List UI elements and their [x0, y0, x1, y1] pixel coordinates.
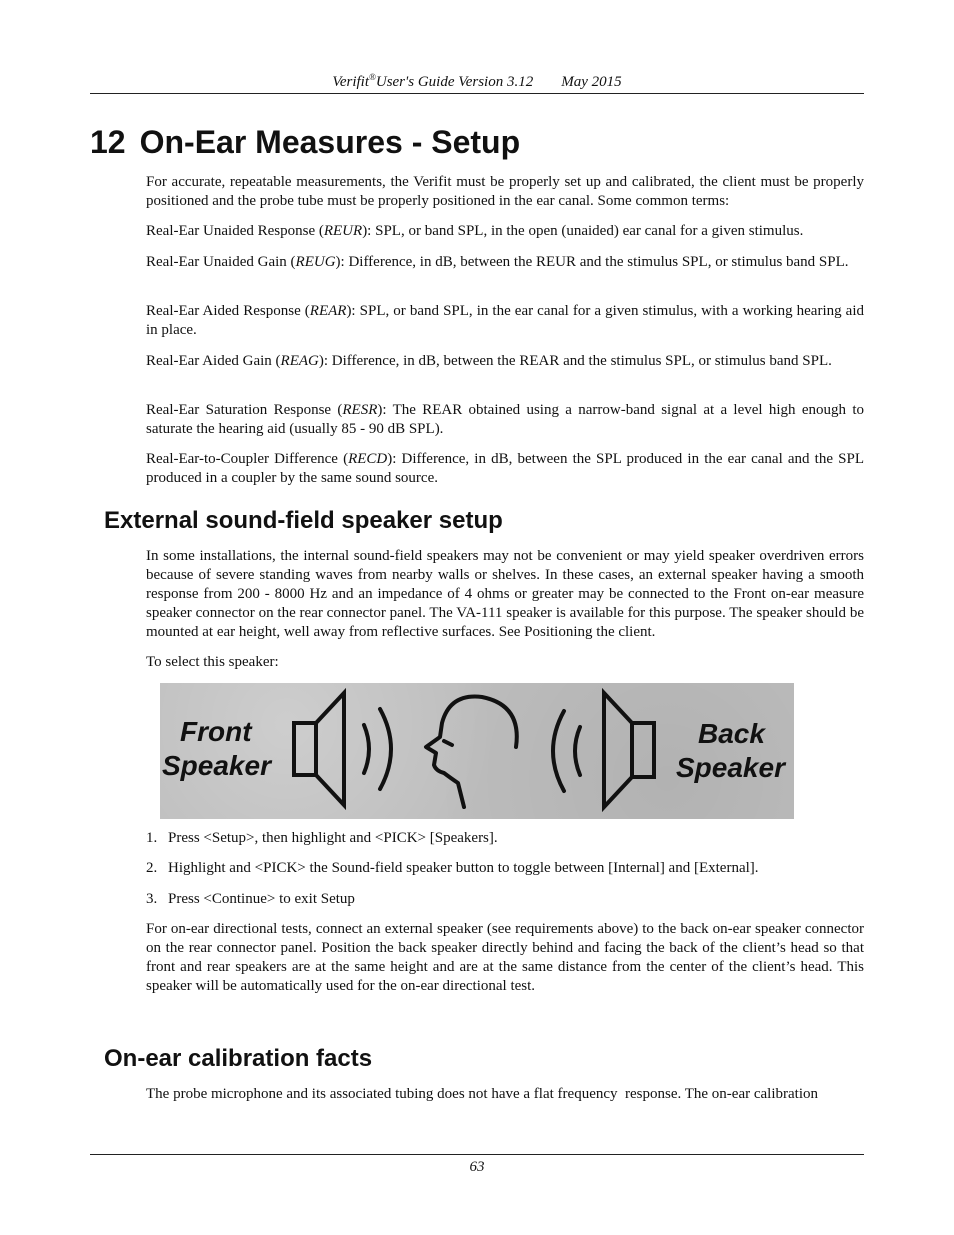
step-2	[146, 859, 864, 878]
header-product: Verifit	[332, 74, 370, 90]
step-number: 1.	[146, 830, 158, 846]
term-reug: Real-Ear Unaided Gain (REUG): Difference, in dB, between the REUR and the stimulus SPL, or stimulus band SPL.	[146, 254, 849, 270]
page-header	[90, 66, 864, 93]
intro-paragraph: For accurate, repeatable measurements, the Verifit must be properly set up and calibrated, the client must be properly positioned and the probe tube must be properly positioned in the ear canal. Some common terms:	[146, 174, 864, 209]
speaker-diagram	[160, 683, 794, 819]
front-label-line1: Front	[180, 716, 252, 747]
header-title: User's Guide Version 3.12	[375, 74, 534, 90]
directional-test-paragraph: For on-ear directional tests, connect an external speaker (see requirements above) to the back on-ear speaker connector on the rear connector panel. Position the back speaker directly behind and facing the back of the client’s head so that front and rear speakers are at the same height and are at the same distance from the center of the client’s head. This speaker will be automatically used for the on-ear directional test.	[146, 921, 864, 994]
back-speaker-icon	[604, 693, 654, 807]
footer-rule	[90, 1154, 864, 1155]
page-number: 63	[469, 1159, 485, 1175]
external-speaker-paragraph: In some installations, the internal sound-field speakers may not be convenient or may yield speaker overdriven errors because of severe standing waves from nearby walls or shelves. In these cases, an external speaker having a smooth response from 200 - 8000 Hz and an impedance of 4 ohms or greater may be connected to the Front on-ear measure speaker connector on the rear connector panel. The VA-111 speaker is available for this purpose. The speaker should be mounted at ear height, well away from reflective surfaces. See Positioning the client.	[146, 548, 864, 640]
chapter-title: On-Ear Measures - Setup	[139, 124, 521, 160]
step-number: 3.	[146, 891, 158, 907]
section-heading-calibration-facts: On-ear calibration facts	[104, 1045, 373, 1072]
step-number: 2.	[146, 860, 158, 876]
front-sound-waves-icon	[364, 709, 391, 789]
calibration-paragraph: The probe microphone and its associated tubing does not have a flat frequency response. The on-ear calibration	[146, 1086, 818, 1102]
chapter-number: 12	[90, 124, 126, 160]
step-text: Press <Continue> to exit Setup	[168, 891, 355, 907]
back-sound-waves-icon	[553, 711, 580, 791]
speaker-diagram-svg	[160, 683, 794, 819]
header-rule	[90, 93, 864, 94]
step-3	[146, 890, 864, 909]
trademark-symbol: ®	[369, 72, 376, 82]
term-rear: Real-Ear Aided Response (REAR): SPL, or band SPL, in the ear canal for a given stimulus, with a working hearing aid in place.	[146, 303, 864, 338]
select-speaker-intro: To select this speaker:	[146, 654, 279, 670]
step-text: Highlight and <PICK> the Sound-field speaker button to toggle between [Internal] and [External].	[168, 860, 759, 876]
step-text: Press <Setup>, then highlight and <PICK> [Speakers].	[168, 830, 498, 846]
head-profile-icon	[426, 697, 517, 807]
step-1	[146, 829, 864, 848]
term-recd: Real-Ear-to-Coupler Difference (RECD): Difference, in dB, between the SPL produced in the ear canal and the SPL produced in a coupler by the same sound source.	[146, 451, 864, 486]
section-heading-external-speaker: External sound-field speaker setup	[104, 507, 503, 534]
front-speaker-icon	[294, 693, 344, 805]
term-resr: Real-Ear Saturation Response (RESR): The REAR obtained using a narrow-band signal at a level high enough to saturate the hearing aid (usually 85 - 90 dB SPL).	[146, 402, 864, 437]
back-label-line1: Back	[698, 718, 765, 749]
term-reag: Real-Ear Aided Gain (REAG): Difference, in dB, between the REAR and the stimulus SPL, or stimulus band SPL.	[146, 353, 832, 369]
back-label-line2: Speaker	[676, 752, 785, 783]
front-label-line2: Speaker	[162, 750, 271, 781]
header-date: May 2015	[561, 74, 622, 90]
term-reur: Real-Ear Unaided Response (REUR): SPL, or band SPL, in the open (unaided) ear canal for a given stimulus.	[146, 223, 804, 239]
chapter-heading	[90, 122, 520, 162]
